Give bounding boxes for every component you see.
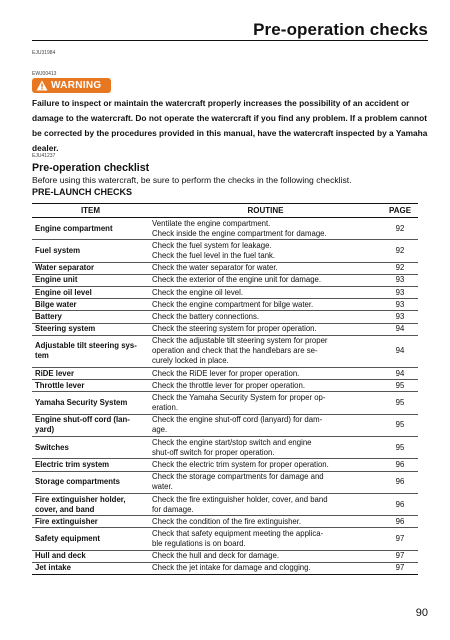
- routine-cell: Check the adjustable tilt steering system for proper operation and check that the handlebars are se- curely locked in place.: [149, 335, 382, 367]
- table-row: [32, 335, 418, 367]
- item-cell: Engine compartment: [32, 218, 149, 240]
- item-cell: Engine unit: [32, 274, 149, 286]
- routine-cell: Check the battery connections.: [149, 311, 382, 323]
- warning-code: EWJ00413: [32, 71, 57, 77]
- routine-cell: Check the engine start/stop switch and engine shut-off switch for proper operation.: [149, 437, 382, 459]
- column-header-page: PAGE: [382, 204, 418, 218]
- table-row: [32, 286, 418, 298]
- item-cell: RiDE lever: [32, 368, 149, 380]
- table-row: [32, 380, 418, 392]
- routine-cell: Check the water separator for water.: [149, 262, 382, 274]
- table-row: [32, 528, 418, 550]
- item-cell: Yamaha Security System: [32, 392, 149, 414]
- table-header-row: [32, 204, 418, 218]
- page-title: Pre-operation checks: [253, 20, 428, 39]
- doc-code: EJU31984: [32, 50, 56, 56]
- warning-badge: [32, 78, 111, 93]
- section-subtitle: PRE-LAUNCH CHECKS: [32, 187, 133, 197]
- page-cell: 93: [382, 286, 418, 298]
- page-cell: 93: [382, 311, 418, 323]
- routine-cell: Check the engine oil level.: [149, 286, 382, 298]
- table-row: [32, 323, 418, 335]
- warning-triangle-icon: [36, 80, 48, 91]
- item-cell: Adjustable tilt steering sys- tem: [32, 335, 149, 367]
- item-cell: Fire extinguisher: [32, 516, 149, 528]
- table-row: [32, 562, 418, 574]
- table-row: [32, 262, 418, 274]
- warning-label: WARNING: [51, 80, 102, 91]
- item-cell: Fuel system: [32, 240, 149, 262]
- routine-cell: Check the storage compartments for damage and water.: [149, 471, 382, 493]
- table-row: [32, 493, 418, 515]
- table-row: [32, 516, 418, 528]
- table-row: [32, 437, 418, 459]
- routine-cell: Check the RiDE lever for proper operation.: [149, 368, 382, 380]
- routine-cell: Check the condition of the fire extinguisher.: [149, 516, 382, 528]
- table-row: [32, 240, 418, 262]
- page-number: 90: [415, 607, 428, 619]
- item-cell: Switches: [32, 437, 149, 459]
- page-cell: 95: [382, 392, 418, 414]
- item-cell: Throttle lever: [32, 380, 149, 392]
- item-cell: Fire extinguisher holder, cover, and band: [32, 493, 149, 515]
- page-cell: 96: [382, 493, 418, 515]
- routine-cell: Check that safety equipment meeting the applica- ble regulations is on board.: [149, 528, 382, 550]
- item-cell: Engine shut-off cord (lan- yard): [32, 414, 149, 436]
- table-row: [32, 414, 418, 436]
- item-cell: Storage compartments: [32, 471, 149, 493]
- page-cell: 96: [382, 471, 418, 493]
- page-cell: 93: [382, 274, 418, 286]
- page-cell: 95: [382, 437, 418, 459]
- item-cell: Bilge water: [32, 299, 149, 311]
- table-row: [32, 299, 418, 311]
- section-title: Pre-operation checklist: [32, 162, 150, 174]
- page-cell: 96: [382, 459, 418, 471]
- table-row: [32, 550, 418, 562]
- routine-cell: Check the fire extinguisher holder, cover, and band for damage.: [149, 493, 382, 515]
- item-cell: Hull and deck: [32, 550, 149, 562]
- table-row: [32, 459, 418, 471]
- item-cell: Safety equipment: [32, 528, 149, 550]
- page-cell: 92: [382, 262, 418, 274]
- page-cell: 92: [382, 240, 418, 262]
- routine-cell: Ventilate the engine compartment. Check inside the engine compartment for damage.: [149, 218, 382, 240]
- routine-cell: Check the hull and deck for damage.: [149, 550, 382, 562]
- routine-cell: Check the Yamaha Security System for proper op- eration.: [149, 392, 382, 414]
- column-header-routine: ROUTINE: [149, 204, 382, 218]
- page-cell: 95: [382, 414, 418, 436]
- checklist-table: [32, 203, 418, 575]
- header-rule: [32, 40, 428, 41]
- item-cell: Electric trim system: [32, 459, 149, 471]
- routine-cell: Check the steering system for proper operation.: [149, 323, 382, 335]
- page-cell: 94: [382, 323, 418, 335]
- page-cell: 95: [382, 380, 418, 392]
- table-row: [32, 471, 418, 493]
- item-cell: Engine oil level: [32, 286, 149, 298]
- item-cell: Battery: [32, 311, 149, 323]
- item-cell: Water separator: [32, 262, 149, 274]
- routine-cell: Check the fuel system for leakage. Check the fuel level in the fuel tank.: [149, 240, 382, 262]
- table-row: [32, 392, 418, 414]
- checklist-code: EJU41237: [32, 153, 56, 159]
- table-row: [32, 311, 418, 323]
- page-cell: 93: [382, 299, 418, 311]
- column-header-item: ITEM: [32, 204, 149, 218]
- page-cell: 94: [382, 368, 418, 380]
- routine-cell: Check the jet intake for damage and clogging.: [149, 562, 382, 574]
- table-row: [32, 274, 418, 286]
- page-cell: 97: [382, 562, 418, 574]
- page-cell: 92: [382, 218, 418, 240]
- routine-cell: Check the exterior of the engine unit for damage.: [149, 274, 382, 286]
- page-cell: 97: [382, 528, 418, 550]
- page-cell: 94: [382, 335, 418, 367]
- item-cell: Jet intake: [32, 562, 149, 574]
- section-intro: Before using this watercraft, be sure to perform the checks in the following checklist.: [32, 175, 352, 185]
- routine-cell: Check the engine compartment for bilge water.: [149, 299, 382, 311]
- routine-cell: Check the electric trim system for proper operation.: [149, 459, 382, 471]
- table-row: [32, 368, 418, 380]
- warning-text: Failure to inspect or maintain the watercraft properly increases the possibility of an accident or damage to the watercraft. Do not operate the watercraft if you find any problem. If a problem cannot be corrected by the procedures provided in this manual, have the watercraft inspected by a Yamaha dealer.: [32, 98, 428, 153]
- page-cell: 97: [382, 550, 418, 562]
- routine-cell: Check the engine shut-off cord (lanyard) for dam- age.: [149, 414, 382, 436]
- page-cell: 96: [382, 516, 418, 528]
- routine-cell: Check the throttle lever for proper operation.: [149, 380, 382, 392]
- item-cell: Steering system: [32, 323, 149, 335]
- table-row: [32, 218, 418, 240]
